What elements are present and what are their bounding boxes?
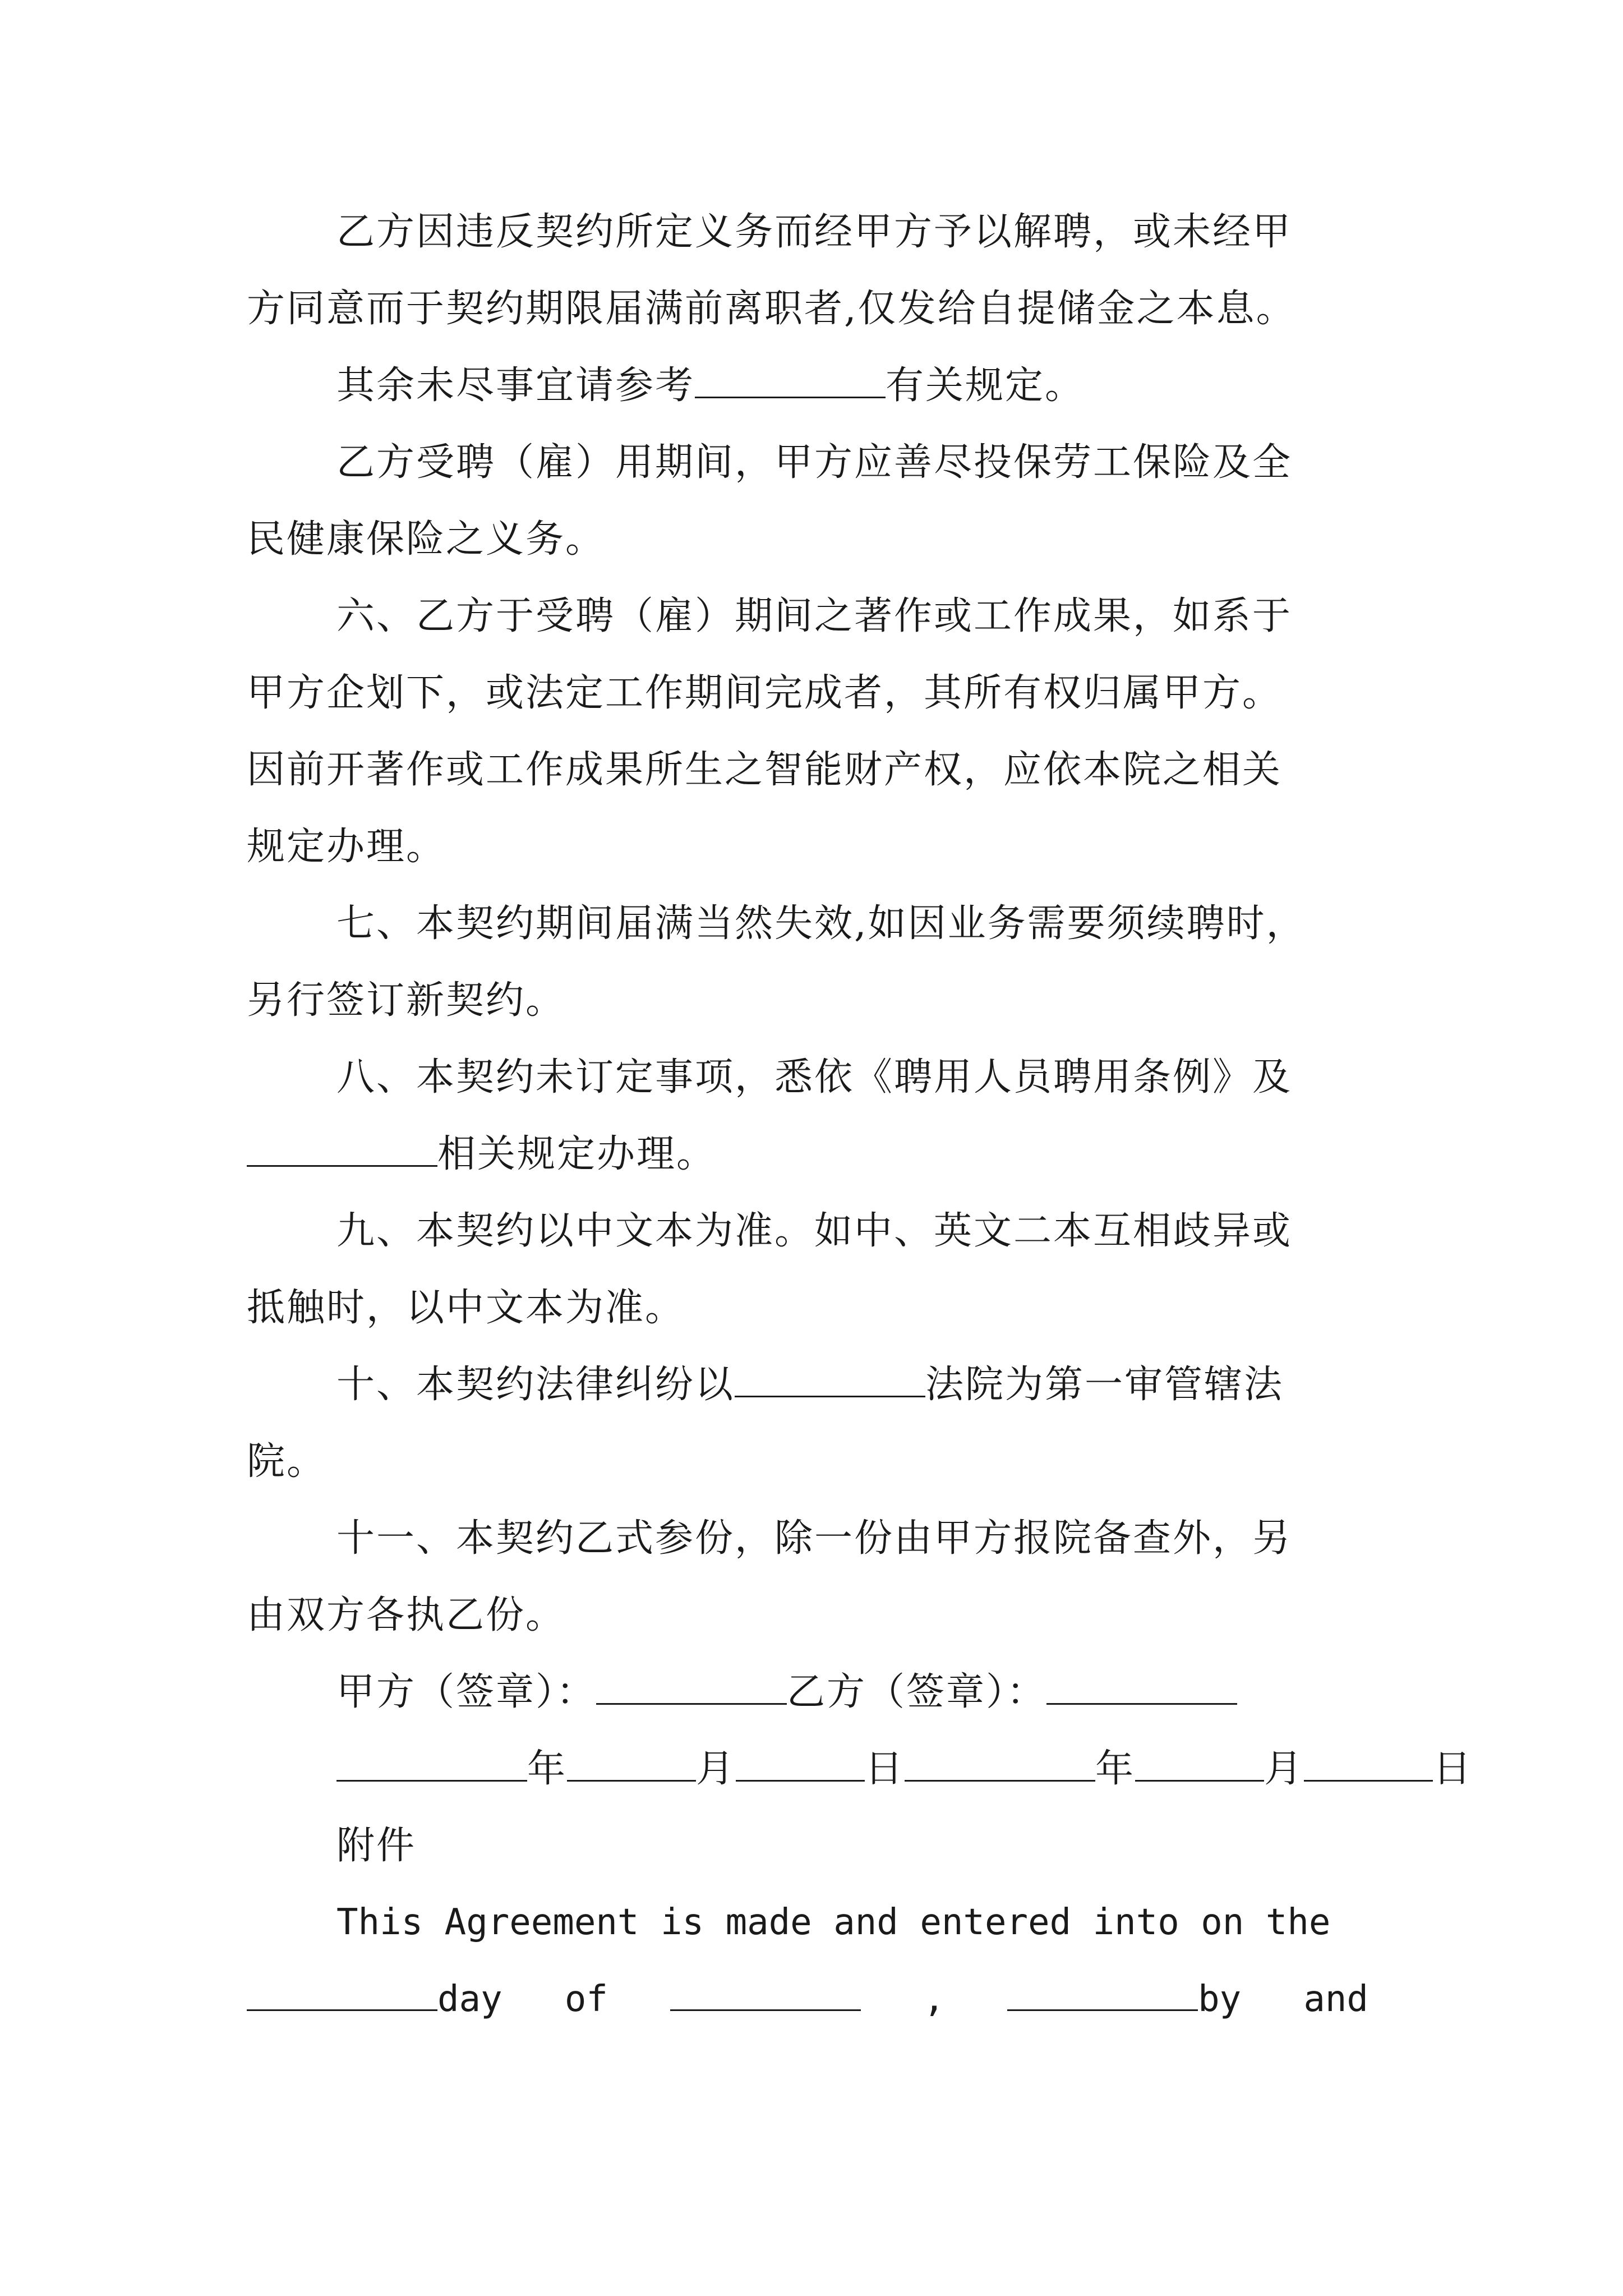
party-b-day-field[interactable] [1304, 1746, 1433, 1782]
party-b-signature-label: 乙方（签章）： [787, 1670, 1047, 1714]
day-blank[interactable] [247, 1976, 437, 2011]
clause-8-line2 [247, 1116, 1385, 1193]
attachment-title [247, 1807, 1385, 1884]
party-blank[interactable] [1007, 1976, 1198, 2011]
text: 抵触时，以中文本为准。 [247, 1286, 685, 1330]
text: 甲方企划下，或法定工作期间完成者，其所有权归属甲方。 [247, 671, 1283, 715]
text: of [564, 1978, 608, 2020]
text: 七、本契约期间届满当然失效,如因业务需要须续聘时， [336, 901, 1306, 946]
party-a-month-field[interactable] [567, 1746, 696, 1782]
text: 规定办理。 [247, 825, 446, 869]
fill-in-blank[interactable] [247, 1131, 437, 1167]
paragraph-dismissal-line2 [247, 270, 1385, 347]
text: day [437, 1978, 502, 2020]
clause-11-line2 [247, 1577, 1385, 1654]
english-line1 [247, 1884, 1385, 1961]
party-a-signature-label: 甲方（签章）： [336, 1670, 597, 1714]
text: 附件 [336, 1824, 417, 1868]
month-label: 月 [696, 1747, 736, 1791]
party-b-month-field[interactable] [1135, 1746, 1264, 1782]
party-a-signature-field[interactable] [596, 1669, 787, 1705]
clause-8-line1 [247, 1039, 1385, 1116]
text: 方同意而于契约期限届满前离职者,仅发给自提储金之本息。 [247, 287, 1296, 331]
clause-6-line2 [247, 655, 1385, 731]
clause-6-line1 [247, 578, 1385, 655]
text: , [923, 1978, 945, 2020]
clause-7-line2 [247, 962, 1385, 1039]
english-line2 [247, 1961, 1368, 2038]
text: 六、乙方于受聘（雇）期间之著作或工作成果，如系于 [336, 594, 1293, 638]
day-label: 日 [1433, 1747, 1473, 1791]
month-label: 月 [1264, 1747, 1304, 1791]
text: 法院为第一审管辖法 [925, 1363, 1284, 1407]
signature-line [247, 1654, 1385, 1731]
party-a-year-field[interactable] [336, 1746, 527, 1782]
year-label: 年 [1095, 1747, 1136, 1791]
text: 相关规定办理。 [437, 1132, 717, 1176]
text: 八、本契约未订定事项，悉依《聘用人员聘用条例》及 [336, 1055, 1293, 1099]
fill-in-blank[interactable] [735, 1362, 925, 1397]
text: 民健康保险之义务。 [247, 517, 606, 562]
day-label: 日 [865, 1747, 905, 1791]
text: 有关规定。 [886, 364, 1085, 408]
text: 另行签订新契约。 [247, 978, 566, 1023]
clause-6-line4 [247, 808, 1385, 885]
text: 乙方受聘（雇）用期间，甲方应善尽投保劳工保险及全 [336, 440, 1293, 485]
clause-9-line1 [247, 1193, 1385, 1269]
party-a-day-field[interactable] [736, 1746, 865, 1782]
clause-6-line3 [247, 731, 1385, 808]
clause-7-line1 [247, 885, 1385, 962]
paragraph-insurance-line1 [247, 424, 1385, 501]
text: 十、本契约法律纠纷以 [336, 1363, 735, 1407]
text: by [1198, 1978, 1242, 2020]
text: and [1303, 1978, 1368, 2020]
clause-9-line2 [247, 1269, 1385, 1346]
party-b-year-field[interactable] [905, 1746, 1095, 1782]
text: 因前开著作或工作成果所生之智能财产权，应依本院之相关 [247, 748, 1283, 792]
paragraph-other-matters [247, 347, 1385, 424]
text: 乙方因违反契约所定义务而经甲方予以解聘，或未经甲 [336, 210, 1293, 254]
text: This Agreement is made and entered into on the [336, 1902, 1331, 1943]
paragraph-dismissal-line1 [247, 194, 1385, 270]
clause-10-line2 [247, 1423, 1385, 1500]
month-blank[interactable] [670, 1976, 861, 2011]
date-line [247, 1731, 1473, 1807]
fill-in-blank[interactable] [695, 363, 886, 398]
paragraph-insurance-line2 [247, 501, 1385, 578]
text: 其余未尽事宜请参考 [336, 364, 695, 408]
text: 院。 [247, 1439, 327, 1484]
clause-11-line1 [247, 1500, 1385, 1577]
text: 十一、本契约乙式参份，除一份由甲方报院备查外，另 [336, 1516, 1293, 1561]
year-label: 年 [527, 1747, 568, 1791]
clause-10-line1 [247, 1346, 1385, 1423]
text: 由双方各执乙份。 [247, 1593, 566, 1637]
contract-body [247, 194, 1473, 2038]
text: 九、本契约以中文本为准。如中、英文二本互相歧异或 [336, 1209, 1293, 1253]
party-b-signature-field[interactable] [1046, 1669, 1237, 1705]
